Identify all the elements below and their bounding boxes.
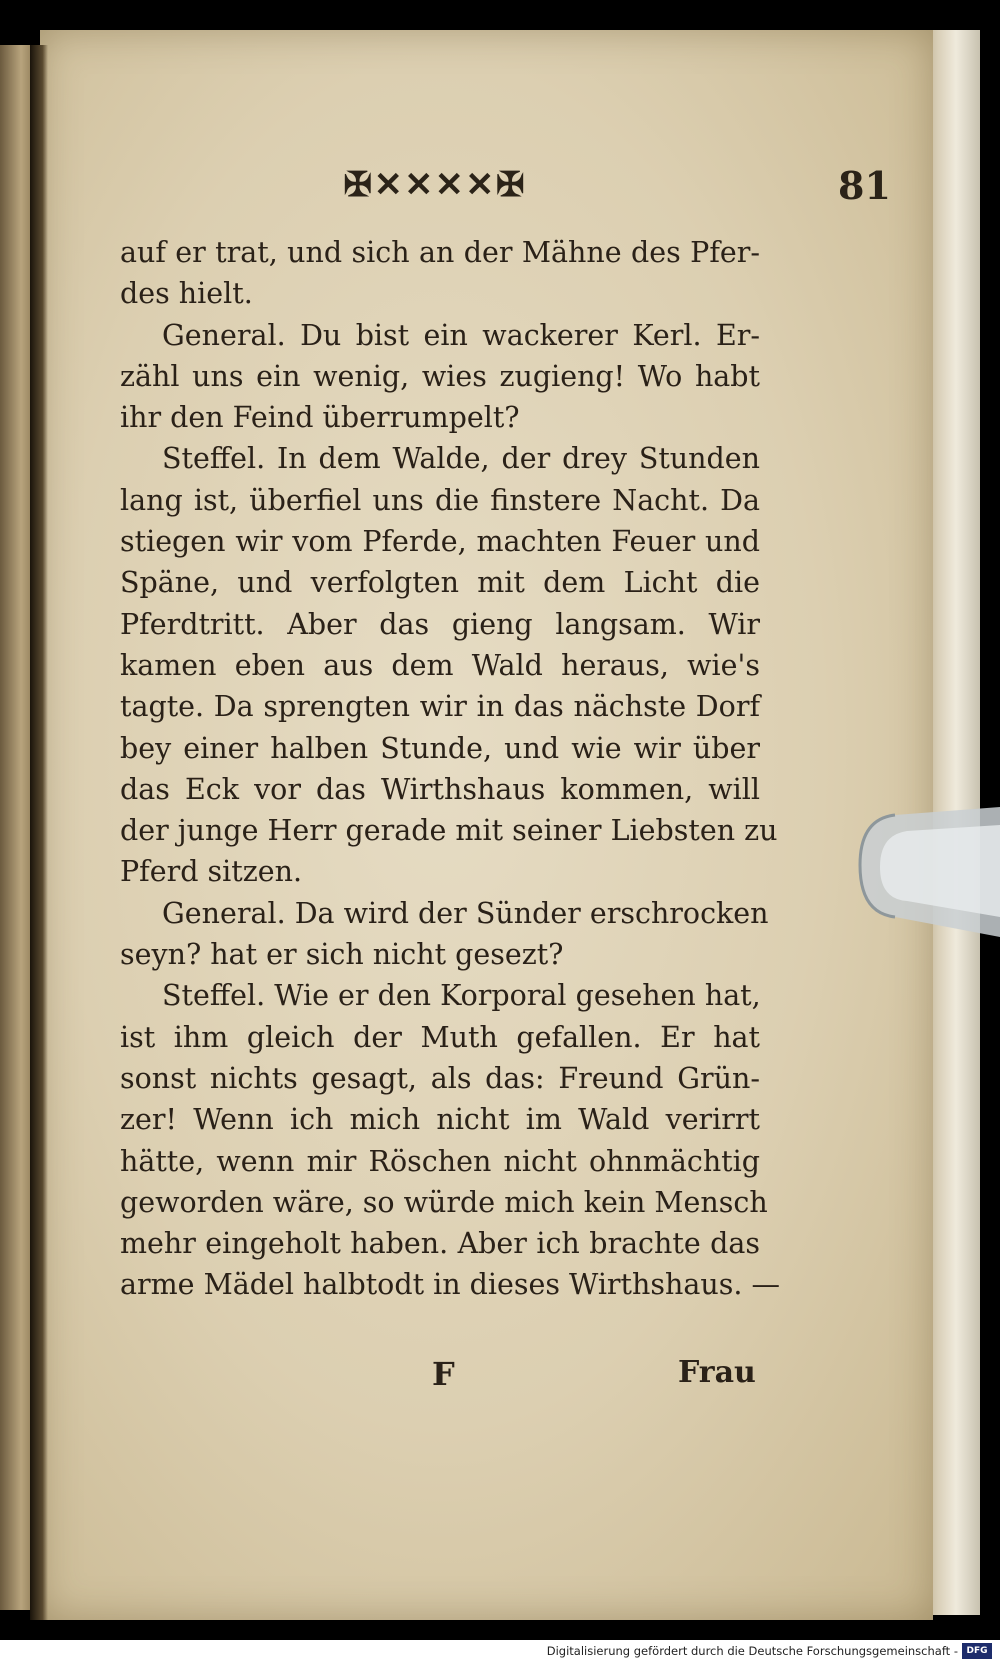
- page-header: [0, 165, 1000, 210]
- page-clip: [855, 805, 1000, 945]
- text-line: der junge Herr gerade mit seiner Liebsten zu: [120, 814, 778, 848]
- dfg-logo: DFG: [962, 1643, 992, 1659]
- text-line: das Eck vor das Wirthshaus kommen, will: [120, 772, 760, 806]
- text-line: tagte. Da sprengten wir in das nächste Dorf: [120, 690, 760, 724]
- text-line: des hielt.: [120, 277, 253, 311]
- text-line: ist ihm gleich der Muth gefallen. Er hat: [120, 1020, 760, 1054]
- text-line: Steffel. Wie er den Korporal gesehen hat,: [162, 979, 761, 1013]
- text-line: Pferdtritt. Aber das gieng langsam. Wir: [120, 607, 760, 641]
- text-line: mehr eingeholt haben. Aber ich brachte das: [120, 1227, 760, 1261]
- text-line: zähl uns ein wenig, wies zugieng! Wo habt: [120, 359, 760, 393]
- text-line: seyn? hat er sich nicht gesezt?: [120, 938, 564, 972]
- text-line: Steffel. In dem Walde, der drey Stunden: [162, 442, 760, 476]
- signature-mark: F: [432, 1355, 455, 1393]
- text-line: arme Mädel halbtodt in dieses Wirthshaus. —: [120, 1268, 780, 1302]
- page-number: 81: [838, 163, 891, 208]
- text-line: auf er trat, und sich an der Mähne des Pfer-: [120, 236, 760, 269]
- text-line: bey einer halben Stunde, und wie wir über: [120, 731, 760, 765]
- text-line: sonst nichts gesagt, als das: Freund Grün-: [120, 1061, 760, 1095]
- body-text: [120, 232, 780, 1306]
- digitization-footer: [0, 1640, 1000, 1664]
- text-line: stiegen wir vom Pferde, machten Feuer und: [120, 525, 760, 559]
- text-line: geworden wäre, so würde mich kein Mensch: [120, 1185, 768, 1219]
- text-line: ihr den Feind überrumpelt?: [120, 401, 520, 435]
- text-line: General. Da wird der Sünder erschrocken: [162, 896, 769, 930]
- header-ornament: ✠✕✕✕✕✠: [343, 165, 527, 205]
- text-line: lang ist, überfiel uns die finstere Nacht. Da: [120, 483, 760, 517]
- text-line: General. Du bist ein wackerer Kerl. Er-: [162, 318, 760, 352]
- catchword: Frau: [678, 1355, 756, 1390]
- text-line: Pferd sitzen.: [120, 855, 303, 889]
- funding-credit: Digitalisierung gefördert durch die Deutsche Forschungsgemeinschaft -: [546, 1644, 958, 1658]
- text-line: Späne, und verfolgten mit dem Licht die: [120, 566, 760, 600]
- text-line: kamen eben aus dem Wald heraus, wie's: [120, 648, 760, 682]
- page-footer-line: [0, 1355, 1000, 1405]
- text-line: hätte, wenn mir Röschen nicht ohnmächtig: [120, 1144, 760, 1178]
- text-line: zer! Wenn ich mich nicht im Wald verirrt: [120, 1103, 760, 1137]
